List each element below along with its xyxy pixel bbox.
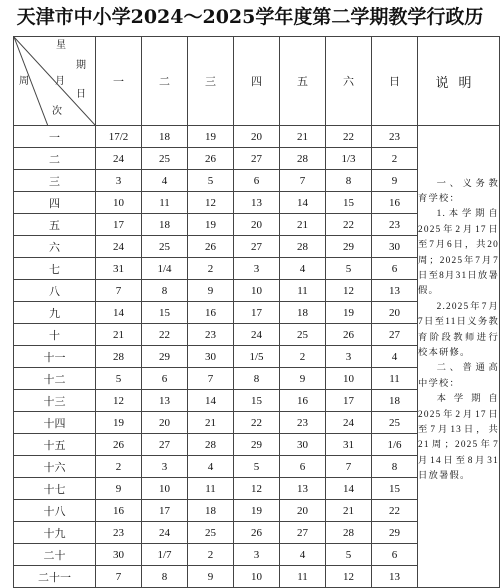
date-cell: 12	[326, 280, 372, 302]
date-cell: 1/4	[142, 258, 188, 280]
date-cell: 19	[326, 302, 372, 324]
date-cell: 21	[280, 126, 326, 148]
corner-label-ci: 次	[52, 106, 62, 117]
week-number-cell: 二十	[14, 544, 96, 566]
date-cell: 24	[326, 412, 372, 434]
date-cell: 16	[372, 192, 418, 214]
date-cell: 20	[234, 214, 280, 236]
date-cell: 21	[96, 324, 142, 346]
date-cell: 14	[280, 192, 326, 214]
week-row	[14, 126, 500, 148]
notes-paragraph: 二、普通高中学校：	[418, 363, 499, 389]
date-cell: 12	[188, 192, 234, 214]
day-header-sun: 日	[372, 37, 418, 126]
date-cell: 7	[280, 170, 326, 192]
date-cell: 10	[234, 280, 280, 302]
date-cell: 8	[326, 170, 372, 192]
date-cell: 24	[142, 522, 188, 544]
date-cell: 22	[142, 324, 188, 346]
date-cell: 31	[96, 258, 142, 280]
date-cell: 24	[234, 324, 280, 346]
date-cell: 5	[188, 170, 234, 192]
date-cell: 5	[326, 258, 372, 280]
date-cell: 23	[372, 126, 418, 148]
date-cell: 9	[188, 566, 234, 588]
notes-paragraph: 本学期自2025年2月17日至7月13日，共21周；2025年7月14日至8月31日放暑假。	[418, 394, 499, 482]
date-cell: 6	[372, 544, 418, 566]
date-cell: 15	[142, 302, 188, 324]
date-cell: 11	[372, 368, 418, 390]
corner-label-star: 星	[56, 40, 66, 51]
week-number-cell: 十九	[14, 522, 96, 544]
week-number-cell: 十	[14, 324, 96, 346]
date-cell: 28	[96, 346, 142, 368]
date-cell: 15	[372, 478, 418, 500]
date-cell: 2	[280, 346, 326, 368]
date-cell: 15	[326, 192, 372, 214]
week-number-cell: 十八	[14, 500, 96, 522]
date-cell: 2	[188, 258, 234, 280]
date-cell: 9	[372, 170, 418, 192]
day-header-mon: 一	[96, 37, 142, 126]
date-cell: 26	[234, 522, 280, 544]
date-cell: 14	[188, 390, 234, 412]
week-number-cell: 十二	[14, 368, 96, 390]
date-cell: 6	[234, 170, 280, 192]
week-number-cell: 四	[14, 192, 96, 214]
week-number-cell: 三	[14, 170, 96, 192]
week-number-cell: 五	[14, 214, 96, 236]
date-cell: 3	[96, 170, 142, 192]
date-cell: 20	[280, 500, 326, 522]
week-number-cell: 二	[14, 148, 96, 170]
date-cell: 21	[326, 500, 372, 522]
date-cell: 24	[96, 148, 142, 170]
date-cell: 6	[280, 456, 326, 478]
date-cell: 7	[326, 456, 372, 478]
date-cell: 2	[96, 456, 142, 478]
date-cell: 13	[234, 192, 280, 214]
date-cell: 20	[372, 302, 418, 324]
date-cell: 22	[234, 412, 280, 434]
date-cell: 22	[326, 126, 372, 148]
date-cell: 25	[142, 148, 188, 170]
date-cell: 28	[326, 522, 372, 544]
date-cell: 11	[142, 192, 188, 214]
date-cell: 2	[372, 148, 418, 170]
date-cell: 25	[372, 412, 418, 434]
date-cell: 24	[96, 236, 142, 258]
date-cell: 16	[280, 390, 326, 412]
date-cell: 17	[326, 390, 372, 412]
date-cell: 6	[142, 368, 188, 390]
date-cell: 22	[326, 214, 372, 236]
date-cell: 8	[372, 456, 418, 478]
date-cell: 18	[372, 390, 418, 412]
date-cell: 7	[96, 566, 142, 588]
date-cell: 17	[234, 302, 280, 324]
date-cell: 18	[280, 302, 326, 324]
date-cell: 1/3	[326, 148, 372, 170]
date-cell: 5	[326, 544, 372, 566]
date-cell: 27	[280, 522, 326, 544]
date-cell: 20	[142, 412, 188, 434]
notes-cell	[418, 126, 500, 588]
date-cell: 3	[326, 346, 372, 368]
date-cell: 25	[188, 522, 234, 544]
date-cell: 25	[142, 236, 188, 258]
date-cell: 6	[372, 258, 418, 280]
day-header-fri: 五	[280, 37, 326, 126]
date-cell: 26	[96, 434, 142, 456]
week-rows	[14, 126, 500, 588]
date-cell: 23	[280, 412, 326, 434]
date-cell: 25	[280, 324, 326, 346]
page-title: 天津市中小学2024～2025学年度第二学期教学行政历	[16, 6, 484, 28]
date-cell: 21	[188, 412, 234, 434]
date-cell: 27	[372, 324, 418, 346]
week-number-cell: 十七	[14, 478, 96, 500]
date-cell: 3	[142, 456, 188, 478]
date-cell: 26	[326, 324, 372, 346]
week-number-cell: 八	[14, 280, 96, 302]
date-cell: 11	[280, 280, 326, 302]
date-cell: 30	[280, 434, 326, 456]
date-cell: 31	[326, 434, 372, 456]
week-number-cell: 一	[14, 126, 96, 148]
date-cell: 26	[188, 236, 234, 258]
date-cell: 13	[372, 280, 418, 302]
corner-label-month: 月	[55, 76, 65, 87]
date-cell: 28	[188, 434, 234, 456]
day-header-wed: 三	[188, 37, 234, 126]
date-cell: 21	[280, 214, 326, 236]
date-cell: 3	[234, 544, 280, 566]
date-cell: 13	[142, 390, 188, 412]
date-cell: 20	[234, 126, 280, 148]
date-cell: 19	[96, 412, 142, 434]
week-number-cell: 十六	[14, 456, 96, 478]
date-cell: 9	[280, 368, 326, 390]
notes-paragraph: 1.本学期自2025年2月17日至7月6日，共20周；2025年7月7日至8月31日放暑假。	[418, 209, 499, 297]
date-cell: 29	[234, 434, 280, 456]
date-cell: 12	[326, 566, 372, 588]
date-cell: 1/6	[372, 434, 418, 456]
week-number-cell: 九	[14, 302, 96, 324]
day-header-thu: 四	[234, 37, 280, 126]
date-cell: 27	[234, 236, 280, 258]
date-cell: 12	[234, 478, 280, 500]
date-cell: 8	[142, 280, 188, 302]
calendar-table	[13, 36, 500, 588]
date-cell: 18	[142, 214, 188, 236]
notes-header: 说明	[418, 37, 500, 126]
date-cell: 18	[188, 500, 234, 522]
date-cell: 11	[280, 566, 326, 588]
date-cell: 4	[188, 456, 234, 478]
day-header-tue: 二	[142, 37, 188, 126]
day-header-sat: 六	[326, 37, 372, 126]
week-number-cell: 十五	[14, 434, 96, 456]
notes-text	[418, 177, 499, 573]
date-cell: 17/2	[96, 126, 142, 148]
date-cell: 13	[280, 478, 326, 500]
date-cell: 18	[142, 126, 188, 148]
notes-paragraph: 2.2025年7月7日至11日义务教育阶段教师进行校本研修。	[418, 301, 499, 358]
notes-paragraph: 一、义务教育学校：	[418, 178, 499, 204]
date-cell: 28	[280, 236, 326, 258]
date-cell: 4	[372, 346, 418, 368]
week-number-cell: 二十一	[14, 566, 96, 588]
date-cell: 10	[234, 566, 280, 588]
date-cell: 5	[96, 368, 142, 390]
date-cell: 9	[188, 280, 234, 302]
date-cell: 29	[372, 522, 418, 544]
week-number-cell: 七	[14, 258, 96, 280]
date-cell: 23	[372, 214, 418, 236]
date-cell: 30	[96, 544, 142, 566]
corner-label-qi: 期	[76, 60, 86, 71]
week-number-cell: 十一	[14, 346, 96, 368]
corner-header	[14, 37, 96, 126]
week-number-cell: 十三	[14, 390, 96, 412]
date-cell: 14	[326, 478, 372, 500]
date-cell: 22	[372, 500, 418, 522]
date-cell: 8	[142, 566, 188, 588]
date-cell: 15	[234, 390, 280, 412]
date-cell: 10	[142, 478, 188, 500]
date-cell: 23	[96, 522, 142, 544]
corner-label-week: 周	[19, 76, 29, 87]
date-cell: 30	[188, 346, 234, 368]
header-row	[14, 37, 500, 126]
date-cell: 19	[234, 500, 280, 522]
date-cell: 3	[234, 258, 280, 280]
date-cell: 10	[326, 368, 372, 390]
week-number-cell: 十四	[14, 412, 96, 434]
date-cell: 1/7	[142, 544, 188, 566]
week-number-cell: 六	[14, 236, 96, 258]
date-cell: 2	[188, 544, 234, 566]
date-cell: 5	[234, 456, 280, 478]
date-cell: 4	[280, 258, 326, 280]
date-cell: 10	[96, 192, 142, 214]
date-cell: 12	[96, 390, 142, 412]
date-cell: 29	[142, 346, 188, 368]
date-cell: 30	[372, 236, 418, 258]
date-cell: 27	[234, 148, 280, 170]
date-cell: 19	[188, 214, 234, 236]
date-cell: 1/5	[234, 346, 280, 368]
date-cell: 27	[142, 434, 188, 456]
date-cell: 4	[142, 170, 188, 192]
date-cell: 7	[188, 368, 234, 390]
date-cell: 26	[188, 148, 234, 170]
date-cell: 17	[142, 500, 188, 522]
date-cell: 7	[96, 280, 142, 302]
date-cell: 16	[188, 302, 234, 324]
date-cell: 8	[234, 368, 280, 390]
date-cell: 11	[188, 478, 234, 500]
date-cell: 13	[372, 566, 418, 588]
corner-label-day: 日	[76, 89, 86, 100]
date-cell: 14	[96, 302, 142, 324]
date-cell: 16	[96, 500, 142, 522]
date-cell: 19	[188, 126, 234, 148]
date-cell: 9	[96, 478, 142, 500]
date-cell: 4	[280, 544, 326, 566]
date-cell: 17	[96, 214, 142, 236]
date-cell: 29	[326, 236, 372, 258]
date-cell: 23	[188, 324, 234, 346]
date-cell: 28	[280, 148, 326, 170]
